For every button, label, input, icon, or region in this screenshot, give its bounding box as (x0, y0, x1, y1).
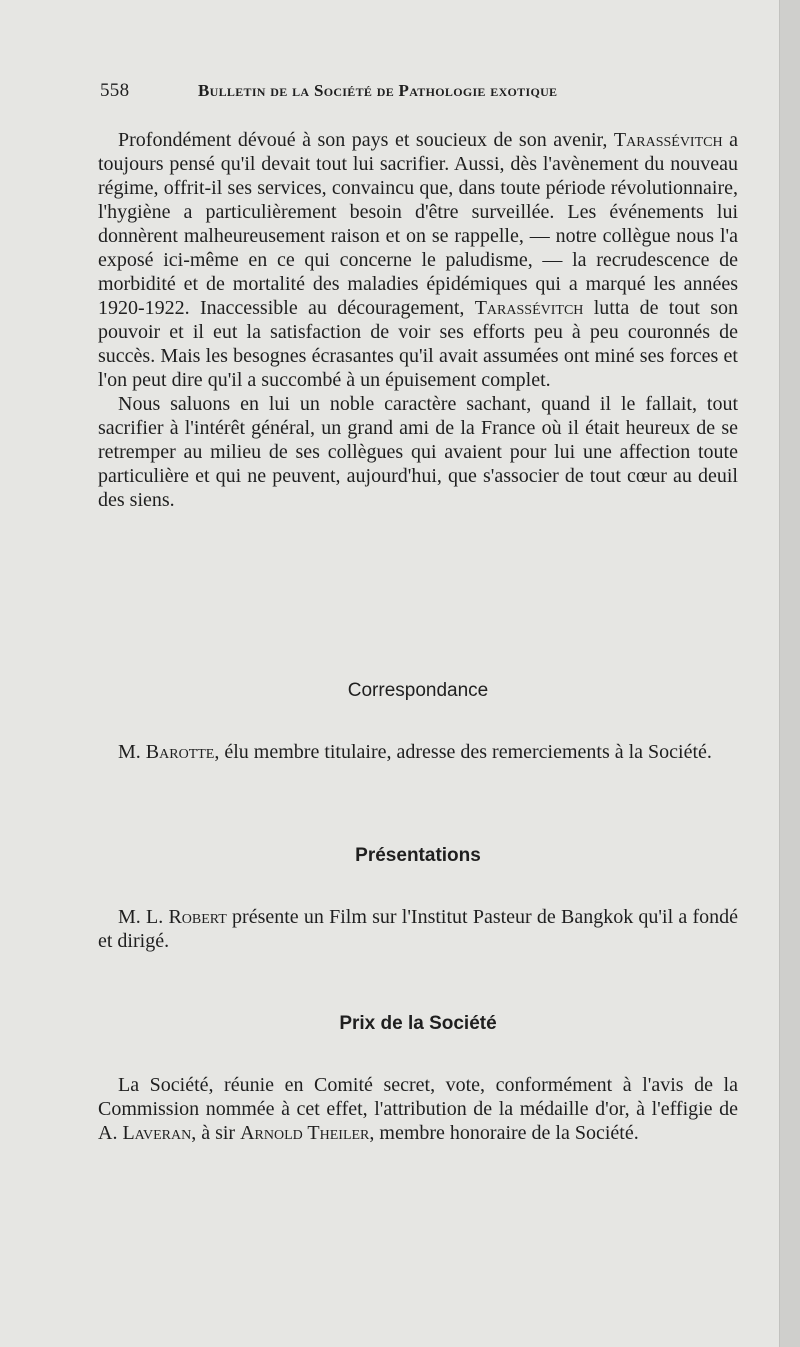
text-run: lutta de tout son pouvoir et il eut la satisfaction de voir ses efforts peu à peu couronnés de succès. Mais les besognes écrasantes qu'il avait assumées ont miné ses forces et l'on peut dire qu'il a succombé à un épuisement complet. (98, 297, 738, 391)
text-run: , élu membre titulaire, adresse des remerciements à la Société. (214, 741, 712, 763)
section-heading-prix: Prix de la Société (339, 1013, 497, 1034)
text-run: La Société, réunie en Comité secret, vote, conformément à l'avis de la Commission nommée à cet effet, l'attribution de la médaille d'or, à l'effigie de A. (98, 1074, 738, 1144)
text-run: M. (118, 741, 146, 763)
section-heading-correspondance: Correspondance (347, 680, 489, 701)
obituary-paragraph (98, 128, 738, 392)
prix-text (98, 1073, 738, 1145)
presentations-text (98, 905, 738, 953)
text-run: , à sir (191, 1122, 241, 1144)
obituary-text (98, 128, 738, 512)
text-run: , membre honoraire de la Société. (369, 1122, 639, 1144)
prix-paragraph (98, 1073, 738, 1145)
person-name: Robert (168, 906, 227, 928)
obituary-paragraph: Nous saluons en lui un noble caractère sachant, quand il le fallait, tout sacrifier à l'intérêt général, un grand ami de la France où il était heureux de se retremper au milieu de ses collègues qui avaient pour lui une affection toute particulière et qui ne peuvent, aujourd'hui, que s'associer de tout cœur au deuil des siens. (98, 393, 738, 511)
text-run: Profondément dévoué à son pays et soucieux de son avenir, (118, 129, 614, 151)
text-run: présente un Film sur l'Institut Pasteur de Bangkok qu'il a fondé et dirigé. (98, 906, 738, 952)
correspondance-paragraph (98, 740, 738, 764)
person-name: Laveran (122, 1122, 192, 1144)
person-name: Tarassévitch (613, 129, 723, 151)
correspondance-text (98, 740, 738, 764)
person-name: Tarassévitch (474, 297, 584, 319)
person-name: Barotte (145, 741, 215, 763)
presentations-paragraph (98, 905, 738, 953)
text-run: M. L. (118, 906, 169, 928)
person-name: Arnold Theiler (240, 1122, 370, 1144)
running-head: Bulletin de la Société de Pathologie exotique (198, 81, 558, 100)
page-header (100, 80, 660, 102)
section-heading-presentations: Présentations (355, 845, 481, 866)
text-run: a toujours pensé qu'il devait tout lui sacrifier. Aussi, dès l'avènement du nouveau régime, offrit-il ses services, convaincu que, dans toute période révolutionnaire, l'hygiène a particulièrement besoin d'être surveillée. Les événements lui donnèrent malheureusement raison et on se rappelle, — notre collègue nous l'a exposé ici-même en ce qui concerne le paludisme, — la recrudescence de morbidité et de mortalité des maladies épidémiques qui a marqué les années 1920-1922. Inaccessible au découragement, (98, 129, 738, 319)
page-edge (779, 0, 800, 1347)
page-number: 558 (100, 80, 130, 101)
